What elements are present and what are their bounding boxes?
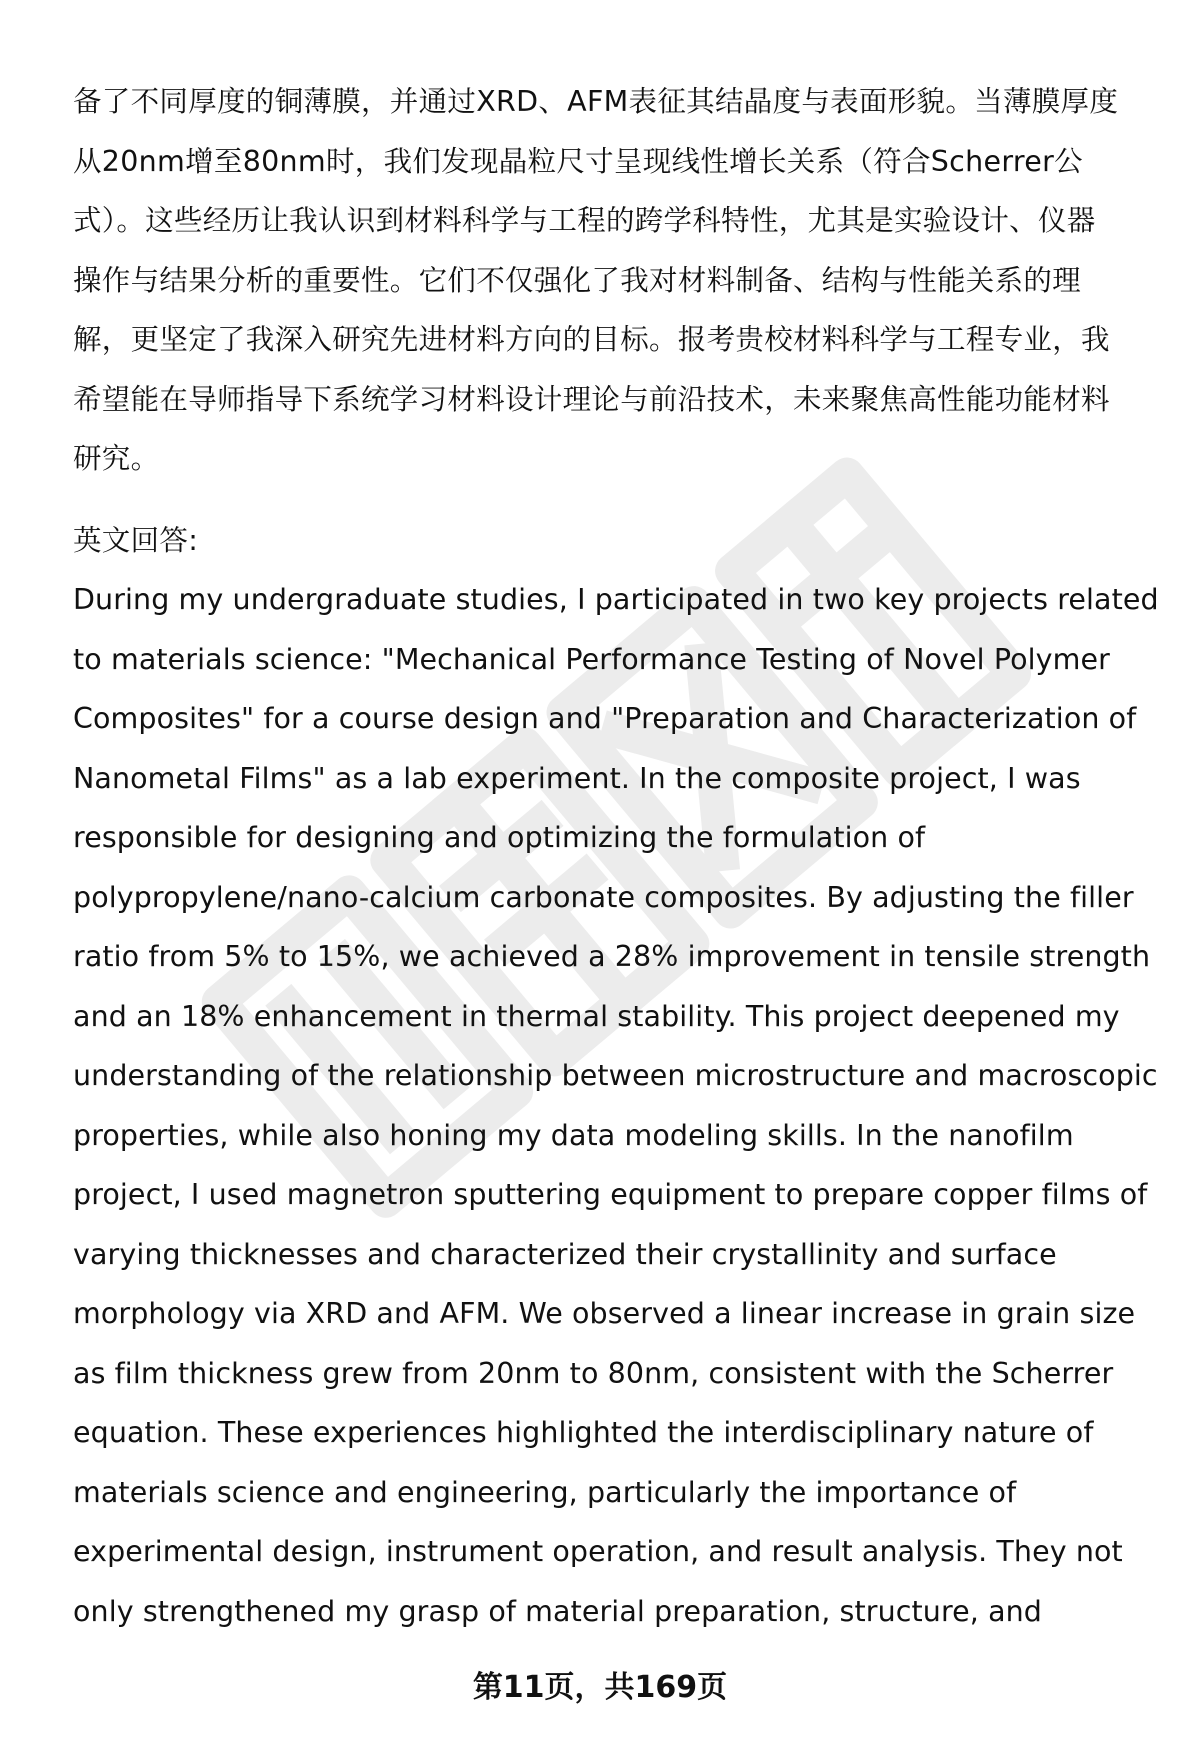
english-answer-heading-block	[73, 511, 1153, 571]
main-content	[73, 72, 1159, 1641]
english-text-line: varying thicknesses and characterized their crystallinity and surface	[73, 1237, 1057, 1271]
english-text-line: Nanometal Films" as a lab experiment. In the composite project, I was	[73, 761, 1081, 795]
english-text-line: and an 18% enhancement in thermal stability. This project deepened my	[73, 999, 1120, 1033]
english-text-line: as film thickness grew from 20nm to 80nm, consistent with the Scherrer	[73, 1356, 1114, 1390]
chinese-text-line: 希望能在导师指导下系统学习材料设计理论与前沿技术，未来聚焦高性能功能材料	[73, 382, 1110, 416]
english-text-line: equation. These experiences highlighted the interdisciplinary nature of	[73, 1416, 1094, 1449]
english-text-line: During my undergraduate studies, I participated in two key projects related	[73, 583, 1159, 616]
chinese-text-line: 从20nm增至80nm时，我们发现晶粒尺寸呈现线性增长关系（符合Scherrer公	[73, 144, 1083, 178]
english-answer-label: 英文回答:	[73, 523, 199, 557]
english-text-line: polypropylene/nano-calcium carbonate composites. By adjusting the filler	[73, 880, 1134, 914]
english-text-line: ratio from 5% to 15%, we achieved a 28% improvement in tensile strength	[73, 940, 1151, 973]
chinese-text-line: 式）。这些经历让我认识到材料科学与工程的跨学科特性，尤其是实验设计、仪器	[73, 204, 1096, 237]
english-text-line: only strengthened my grasp of material preparation, structure, and	[73, 1594, 1043, 1628]
page-number-footer: 第11页，共169页	[472, 1670, 728, 1705]
chinese-text-line: 研究。	[73, 442, 160, 475]
chinese-answer-paragraph	[73, 72, 1153, 489]
chinese-text-line: 备了不同厚度的铜薄膜，并通过XRD、AFM表征其结晶度与表面形貌。当薄膜厚度	[73, 85, 1119, 118]
english-text-line: morphology via XRD and AFM. We observed a linear increase in grain size	[73, 1297, 1136, 1330]
english-text-line: materials science and engineering, particularly the importance of	[73, 1475, 1017, 1509]
english-text-line: experimental design, instrument operation, and result analysis. They not	[73, 1535, 1123, 1568]
english-text-line: Composites" for a course design and "Preparation and Characterization of	[73, 702, 1137, 735]
english-text-line: responsible for designing and optimizing the formulation of	[73, 821, 926, 854]
chinese-text-line: 解，更坚定了我深入研究先进材料方向的目标。报考贵校材料科学与工程专业，我	[73, 323, 1110, 356]
english-answer-paragraph	[73, 570, 1159, 1641]
english-text-line: to materials science: "Mechanical Performance Testing of Novel Polymer	[73, 642, 1110, 676]
chinese-text-line: 操作与结果分析的重要性。它们不仅强化了我对材料制备、结构与性能关系的理	[73, 263, 1082, 297]
english-text-line: properties, while also honing my data modeling skills. In the nanofilm	[73, 1118, 1074, 1152]
english-text-line: project, I used magnetron sputtering equipment to prepare copper films of	[73, 1178, 1148, 1211]
english-text-line: understanding of the relationship between microstructure and macroscopic	[73, 1059, 1158, 1092]
